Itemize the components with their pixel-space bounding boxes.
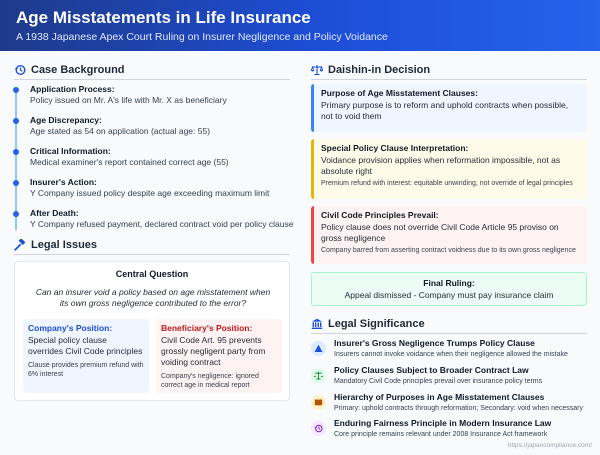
institution-icon — [311, 318, 323, 330]
significance-heading: Legal Significance — [311, 318, 425, 330]
significance-item: Policy Clauses Subject to Broader Contract Law Mandatory Civil Code principles prevail over insurance policy terms — [311, 364, 591, 390]
page-subtitle: A 1938 Japanese Apex Court Ruling on Insurer Negligence and Policy Voidance — [16, 31, 388, 43]
history-icon — [311, 421, 326, 436]
section-divider — [311, 79, 587, 80]
significance-item: Hierarchy of Purposes in Age Misstatement Clauses Primary: uphold contracts through reformation; Secondary: void when necessary — [311, 391, 591, 417]
timeline-dot — [13, 87, 19, 93]
scale-icon — [311, 64, 323, 76]
timeline-item: Application Process: Policy issued on Mr. A's life with Mr. X as beneficiary — [14, 84, 294, 115]
timeline-dot — [13, 149, 19, 155]
timeline-item: Age Discrepancy: Age stated as 54 on application (actual age: 55) — [14, 115, 294, 146]
timeline-dot — [13, 118, 19, 124]
decision-box-purpose: Purpose of Age Misstatement Clauses: Primary purpose is to reform and uphold contracts when possible, not to void them — [311, 84, 587, 132]
significance-item: Insurer's Gross Negligence Trumps Policy Clause Insurers cannot invoke voidance when their negligence allowed the mistake — [311, 337, 591, 363]
footer-url[interactable]: https://japancompliance.com/ — [507, 442, 592, 449]
case-background-heading: Case Background — [14, 64, 125, 76]
page-header — [0, 0, 600, 51]
company-position: Company's Position: Special policy clause overrides Civil Code principles Clause provides premium refund with 6% interest — [23, 319, 149, 393]
page-title: Age Misstatements in Life Insurance — [16, 8, 311, 27]
warning-icon — [311, 341, 326, 356]
book-icon — [311, 395, 326, 410]
central-question-text: Can an insurer void a policy based on age misstatement when its own gross negligence contributed to the error? — [35, 287, 271, 308]
decision-heading: Daishin-in Decision — [311, 64, 430, 76]
decision-box-civil-code: Civil Code Principles Prevail: Policy clause does not override Civil Code Article 95 proviso on gross negligence Company barred from asserting contract voidness due to its own gross negligence — [311, 206, 587, 264]
timeline-item: Critical Information: Medical examiner's report contained correct age (55) — [14, 146, 294, 177]
final-ruling: Final Ruling: Appeal dismissed - Company must pay insurance claim — [311, 272, 587, 306]
central-question-card — [14, 261, 290, 401]
timeline-dot — [13, 211, 19, 217]
beneficiary-position: Beneficiary's Position: Civil Code Art. 95 prevents grossly negligent party from voiding contract Company's negligence: ignored correct age in medical report — [156, 319, 282, 393]
timeline-dot — [13, 180, 19, 186]
history-icon — [14, 64, 26, 76]
gavel-icon — [14, 239, 26, 251]
timeline-item: Insurer's Action: Y Company issued policy despite age exceeding maximum limit — [14, 177, 294, 208]
central-question-title: Central Question — [115, 269, 189, 279]
significance-item: Enduring Fairness Principle in Modern Insurance Law Core principle remains relevant under 2008 Insurance Act framework — [311, 417, 591, 443]
legal-issues-heading: Legal Issues — [14, 239, 97, 251]
timeline-item: After Death: Y Company refused payment, declared contract void per policy clause — [14, 208, 294, 239]
section-divider — [14, 254, 290, 255]
decision-box-interpretation: Special Policy Clause Interpretation: Voidance provision applies when reformation impossible, not as absolute right Premium refund with interest: equitable unwinding, not override of legal principles — [311, 139, 587, 199]
scale-icon — [311, 368, 326, 383]
case-timeline — [14, 84, 294, 239]
section-divider — [311, 333, 587, 334]
section-divider — [14, 79, 290, 80]
